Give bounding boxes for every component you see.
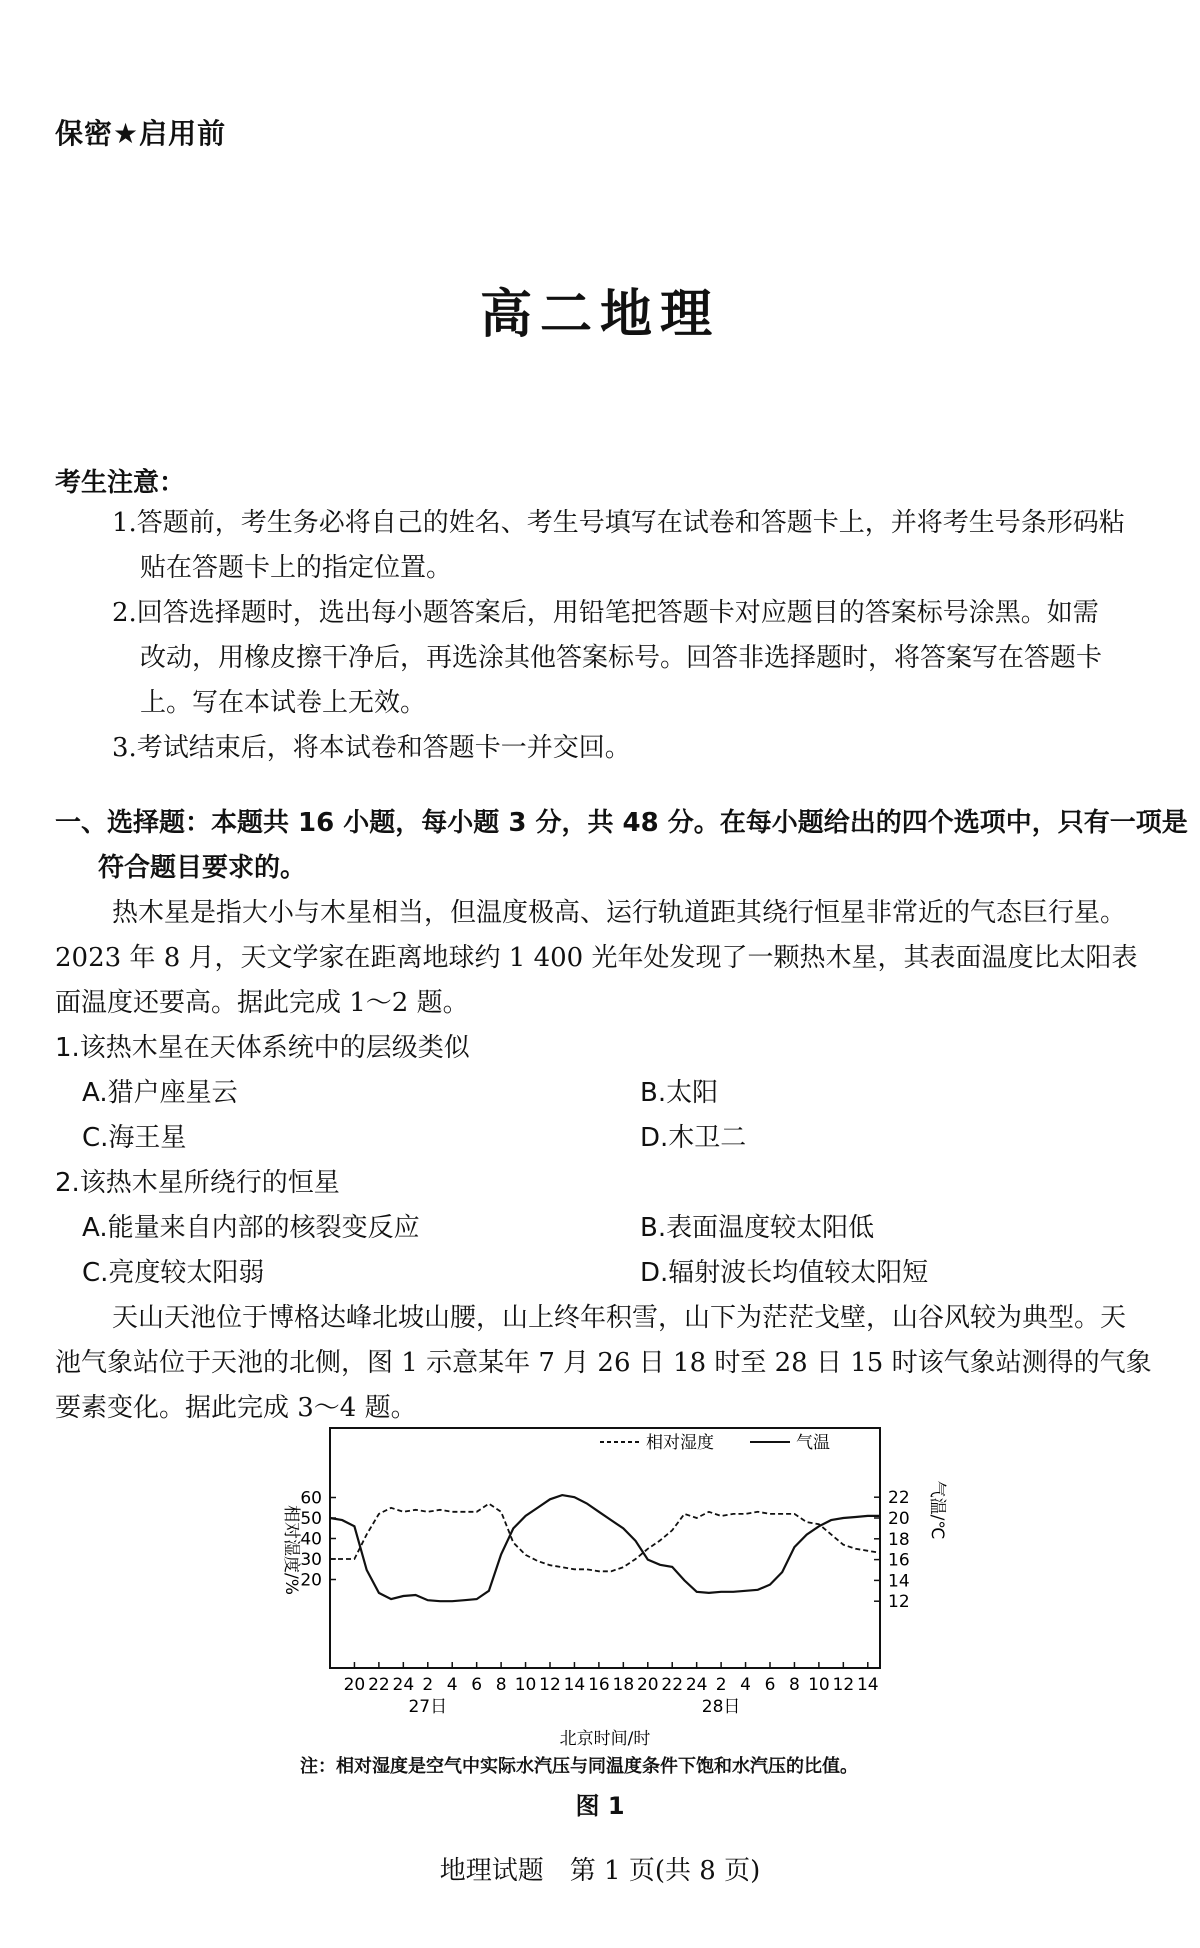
chart-legend	[600, 1433, 830, 1453]
y2-tick-label: 20	[888, 1509, 910, 1529]
y2-tick-label: 16	[888, 1550, 910, 1571]
chart-svg	[260, 1420, 960, 1750]
x-tick-label: 8	[789, 1675, 800, 1695]
x-tick-label: 6	[764, 1675, 776, 1695]
x-tick-label: 20	[636, 1675, 659, 1695]
x-tick-label: 14	[856, 1675, 879, 1695]
section-heading: 一、选择题：本题共 16 小题，每小题 3 分，共 48 分。在每小题给出的四个选项中，只有一项是	[55, 808, 1188, 838]
x-tick-label: 12	[832, 1675, 855, 1695]
y2-tick-label: 18	[888, 1529, 910, 1550]
x-tick-label: 2	[422, 1675, 434, 1695]
option-d: D.辐射波长均值较太阳短	[640, 1258, 929, 1288]
y-tick-label: 40	[300, 1529, 322, 1550]
y-tick-label: 60	[300, 1488, 322, 1509]
passage-line: 面温度还要高。据此完成 1～2 题。	[55, 988, 469, 1018]
x-tick-label: 12	[539, 1675, 561, 1695]
legend-rh-label: 相对湿度	[646, 1433, 714, 1453]
option-a: A.猎户座星云	[82, 1078, 238, 1108]
figure-1-chart	[260, 1420, 960, 1780]
option-c: C.海王星	[82, 1123, 187, 1153]
notice-item: 上。写在本试卷上无效。	[140, 688, 427, 718]
day-label: 28日	[701, 1697, 741, 1717]
y2-tick-label: 12	[888, 1592, 910, 1613]
series-line-temperature	[330, 1495, 880, 1601]
confidential-mark: 保密★启用前	[55, 117, 227, 150]
question-stem: 2.该热木星所绕行的恒星	[55, 1168, 340, 1198]
y-tick-label: 20	[300, 1570, 322, 1591]
figure-note: 注：相对湿度是空气中实际水汽压与同温度条件下饱和水汽压的比值。	[300, 1756, 858, 1777]
passage-line: 热木星是指大小与木星相当，但温度极高、运行轨道距其绕行恒星非常近的气态巨行星。	[112, 898, 1127, 928]
x-tick-label: 18	[612, 1675, 635, 1695]
x-tick-label: 22	[368, 1675, 390, 1695]
x-tick-label: 2	[715, 1675, 727, 1695]
notice-heading: 考生注意：	[55, 468, 186, 498]
x-tick-label: 4	[446, 1675, 458, 1695]
x-tick-label: 6	[471, 1675, 483, 1695]
x-tick-label: 8	[495, 1675, 507, 1695]
x-tick-label: 22	[661, 1675, 684, 1695]
section-heading-cont: 符合题目要求的。	[98, 853, 307, 883]
figure-label: 图 1	[575, 1792, 625, 1820]
passage-line: 天山天池位于博格达峰北坡山腰，山上终年积雪，山下为茫茫戈壁，山谷风较为典型。天	[112, 1303, 1127, 1333]
option-b: B.太阳	[640, 1078, 719, 1108]
x-tick-label: 4	[740, 1675, 751, 1695]
passage-line: 要素变化。据此完成 3～4 题。	[55, 1393, 417, 1423]
page-title: 高二地理	[479, 285, 720, 345]
question-stem: 1.该热木星在天体系统中的层级类似	[55, 1033, 470, 1063]
y-tick-label: 50	[300, 1509, 322, 1529]
x-tick-label: 24	[392, 1675, 415, 1695]
day-label: 27日	[408, 1697, 448, 1717]
notice-item: 3.考试结束后，将本试卷和答题卡一并交回。	[112, 733, 631, 763]
y-tick-label: 30	[300, 1550, 322, 1570]
x-tick-label: 24	[685, 1675, 708, 1695]
x-tick-label: 16	[588, 1675, 610, 1695]
page-footer: 地理试题 第 1 页(共 8 页)	[439, 1856, 761, 1886]
series-line-humidity	[330, 1504, 880, 1572]
y2-axis-title: 气温/℃	[927, 1480, 947, 1540]
x-tick-label: 10	[808, 1675, 830, 1695]
option-b: B.表面温度较太阳低	[640, 1213, 875, 1243]
option-d: D.木卫二	[640, 1123, 747, 1153]
y-axis-title: 相对湿度/%	[281, 1505, 301, 1595]
notice-item: 改动，用橡皮擦干净后，再选涂其他答案标号。回答非选择题时，将答案写在答题卡	[140, 643, 1103, 673]
passage-line: 池气象站位于天池的北侧，图 1 示意某年 7 月 26 日 18 时至 28 日 15 时该气象站测得的气象	[55, 1348, 1152, 1378]
legend-temp-label: 气温	[796, 1433, 830, 1453]
y2-tick-label: 22	[888, 1488, 910, 1509]
x-tick-label: 20	[343, 1675, 366, 1695]
option-a: A.能量来自内部的核裂变反应	[82, 1213, 420, 1243]
notice-item: 1.答题前，考生务必将自己的姓名、考生号填写在试卷和答题卡上，并将考生号条形码粘	[112, 508, 1125, 538]
passage-line: 2023 年 8 月，天文学家在距离地球约 1 400 光年处发现了一颗热木星，其表面温度比太阳表	[55, 943, 1138, 973]
notice-item: 2.回答选择题时，选出每小题答案后，用铅笔把答题卡对应题目的答案标号涂黑。如需	[112, 598, 1099, 628]
plot-frame	[330, 1428, 880, 1668]
x-axis-title: 北京时间/时	[559, 1729, 651, 1749]
y2-tick-label: 14	[888, 1571, 910, 1592]
notice-item: 贴在答题卡上的指定位置。	[140, 553, 453, 583]
x-tick-label: 10	[514, 1675, 537, 1695]
option-c: C.亮度较太阳弱	[82, 1258, 265, 1288]
x-tick-label: 14	[563, 1675, 586, 1695]
